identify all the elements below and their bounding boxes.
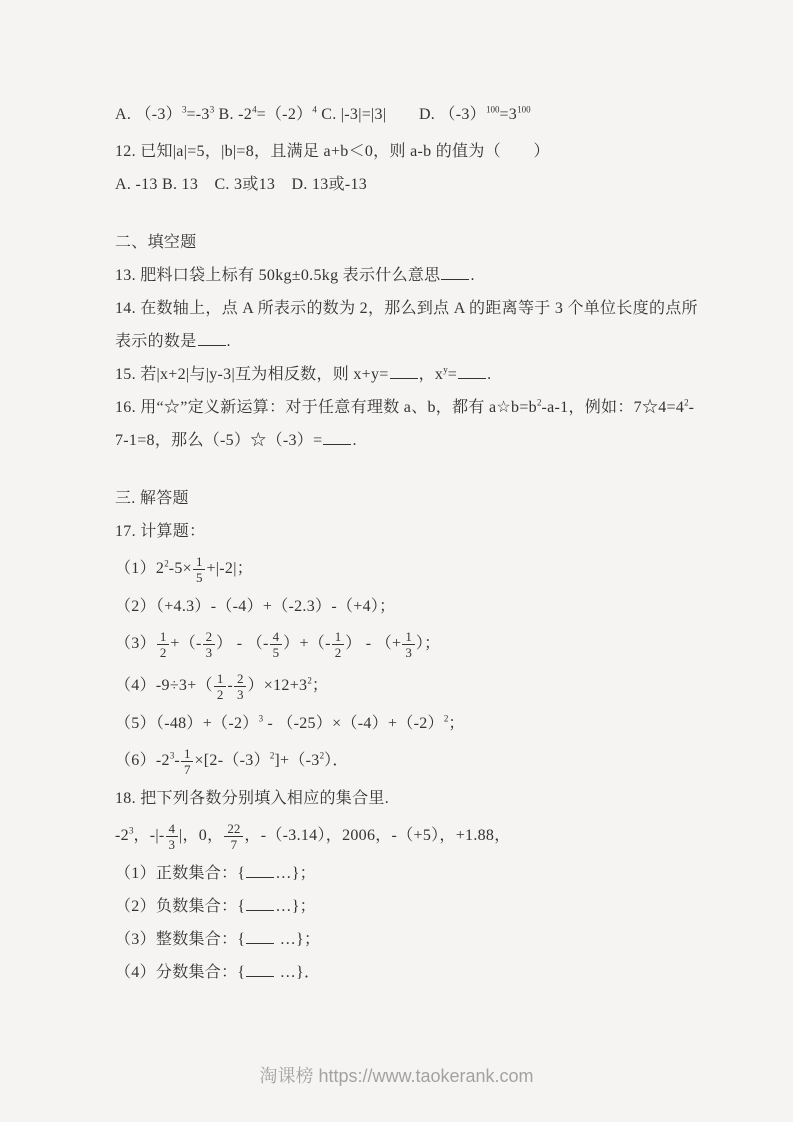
section-answer-title: 三. 解答题 (115, 490, 189, 507)
q18-item-3: （3）整数集合：{ …}； (115, 923, 703, 956)
q17-item-6: $(6)-2^3-$ $\frac{1}{7}$ $\times[2-(-3)^2]+(-3^2)$． (115, 746, 349, 777)
q12-text: 12. 已知|a|=5，|b|=8，且满足 a+b＜0，则 a-b 的值为（ ） (115, 143, 550, 160)
superscript: 4 (312, 104, 317, 115)
superscript: 3 (128, 825, 134, 836)
fraction: $\frac{1}{2}$ (157, 629, 170, 660)
answer-blank (323, 428, 351, 445)
superscript: 2 (164, 558, 169, 569)
answer-blank (198, 329, 226, 346)
superscript: 3 (169, 750, 175, 761)
superscript: 2 (536, 397, 542, 408)
q12-options: A. -13 B. 13 C. 3或13 D. 13或-13 (115, 176, 368, 193)
q14-text: 14. 在数轴上，点 A 所表示的数为 2，那么到点 A 的距离等于 3 个单位长度的点所表示的数是 . (115, 300, 698, 350)
q18-item-4: （4）分数集合：{ …}． (115, 956, 703, 989)
superscript: y (443, 364, 448, 375)
answer-blank (246, 927, 274, 944)
answer-blank (390, 362, 418, 379)
answer-blank (441, 263, 469, 280)
superscript: 2 (684, 397, 689, 408)
fraction: $\frac{2}{3}$ (234, 671, 247, 702)
superscript: 3 (258, 713, 264, 724)
fraction: $\frac{1}{7}$ (181, 746, 194, 777)
fraction: $\frac{1}{5}$ (193, 554, 206, 585)
fraction: $\frac{1}{2}$ (332, 629, 345, 660)
q17-item-5: $(5)(-48)+(-2)^3 - (-25)\times(-4)+(-2)^2$； (115, 713, 465, 732)
answer-blank (458, 362, 486, 379)
superscript: 2 (269, 750, 275, 761)
q17-item-3: （3） $\frac{1}{2}$ +（- $\frac{2}{3}$ ） - （- $\frac{4}{5}$ ）+（- $\frac{1}{2}$ ） - （+ $\frac{1}{3}$ ）； (115, 629, 441, 660)
q18-item-1: （1）正数集合：{ …}； (115, 857, 703, 890)
superscript: 3 (181, 104, 187, 115)
superscript: 2 (319, 750, 325, 761)
q13-text: 13. 肥料口袋上标有 50kg±0.5kg 表示什么意思 . (115, 259, 703, 292)
superscript: 100 (485, 104, 500, 115)
fraction: $\frac{1}{3}$ (402, 629, 415, 660)
answer-blank (246, 960, 274, 977)
fraction: $\frac{22}{7}$ (224, 821, 243, 852)
q17-item-4: （4）-9÷3+（ $\frac{1}{2}$ - $\frac{2}{3}$ ）$\times 12+3^2$； (115, 671, 329, 702)
q15-text: 15. 若|x+2|与|y-3|互为相反数，则 x+y= ，$x^y=$ . (115, 358, 703, 391)
superscript: 2 (307, 675, 312, 686)
fraction: $\frac{4}{5}$ (270, 629, 283, 660)
exam-document (115, 98, 703, 989)
superscript: 3 (209, 104, 215, 115)
answer-blank (246, 894, 274, 911)
section-fill-in-title: 二、填空题 (115, 234, 197, 251)
q17-item-1: $(1)2^2-5\times$ $\frac{1}{5}$ +|-2|； (115, 554, 254, 585)
q18-text: 18. 把下列各数分别填入相应的集合里. (115, 790, 390, 807)
fraction: $\frac{1}{2}$ (214, 671, 227, 702)
q18-numbers: $-2^3$，-|- $\frac{4}{3}$ |，0， $\frac{22}{7}$ ，-（-3.14），2006，-（+5），+1.88， (115, 821, 511, 852)
footer-site-text: 淘课榜 https://www.taokerank.com (259, 1066, 534, 1086)
q17-item-2: （2）（+4.3）-（-4）+（-2.3）-（+4）； (115, 598, 396, 615)
q17-text: 17. 计算题： (115, 523, 206, 540)
superscript: 4 (252, 104, 257, 115)
q18-item-2: （2）负数集合：{ …}； (115, 890, 703, 923)
footer-watermark (0, 1060, 793, 1093)
superscript: 2 (443, 713, 449, 724)
q16-text: 16. 用“☆”定义新运算：对于任意有理数 a、b，都有 $a☆b=b^2-a-1$，例如：$7☆4=4^2-7-1=8$，那么（-5）☆（-3）= . (115, 397, 695, 449)
q11-options: A. $(-3)^3=-3^3$ B. $-2^4=(-2)^4$ C. |-3|=|3| D. $(-3)^{100}=3^{100}$ (115, 104, 531, 123)
answer-blank (246, 861, 274, 878)
superscript: 100 (517, 104, 531, 115)
fraction: $\frac{4}{3}$ (166, 821, 179, 852)
fraction: $\frac{2}{3}$ (203, 629, 216, 660)
